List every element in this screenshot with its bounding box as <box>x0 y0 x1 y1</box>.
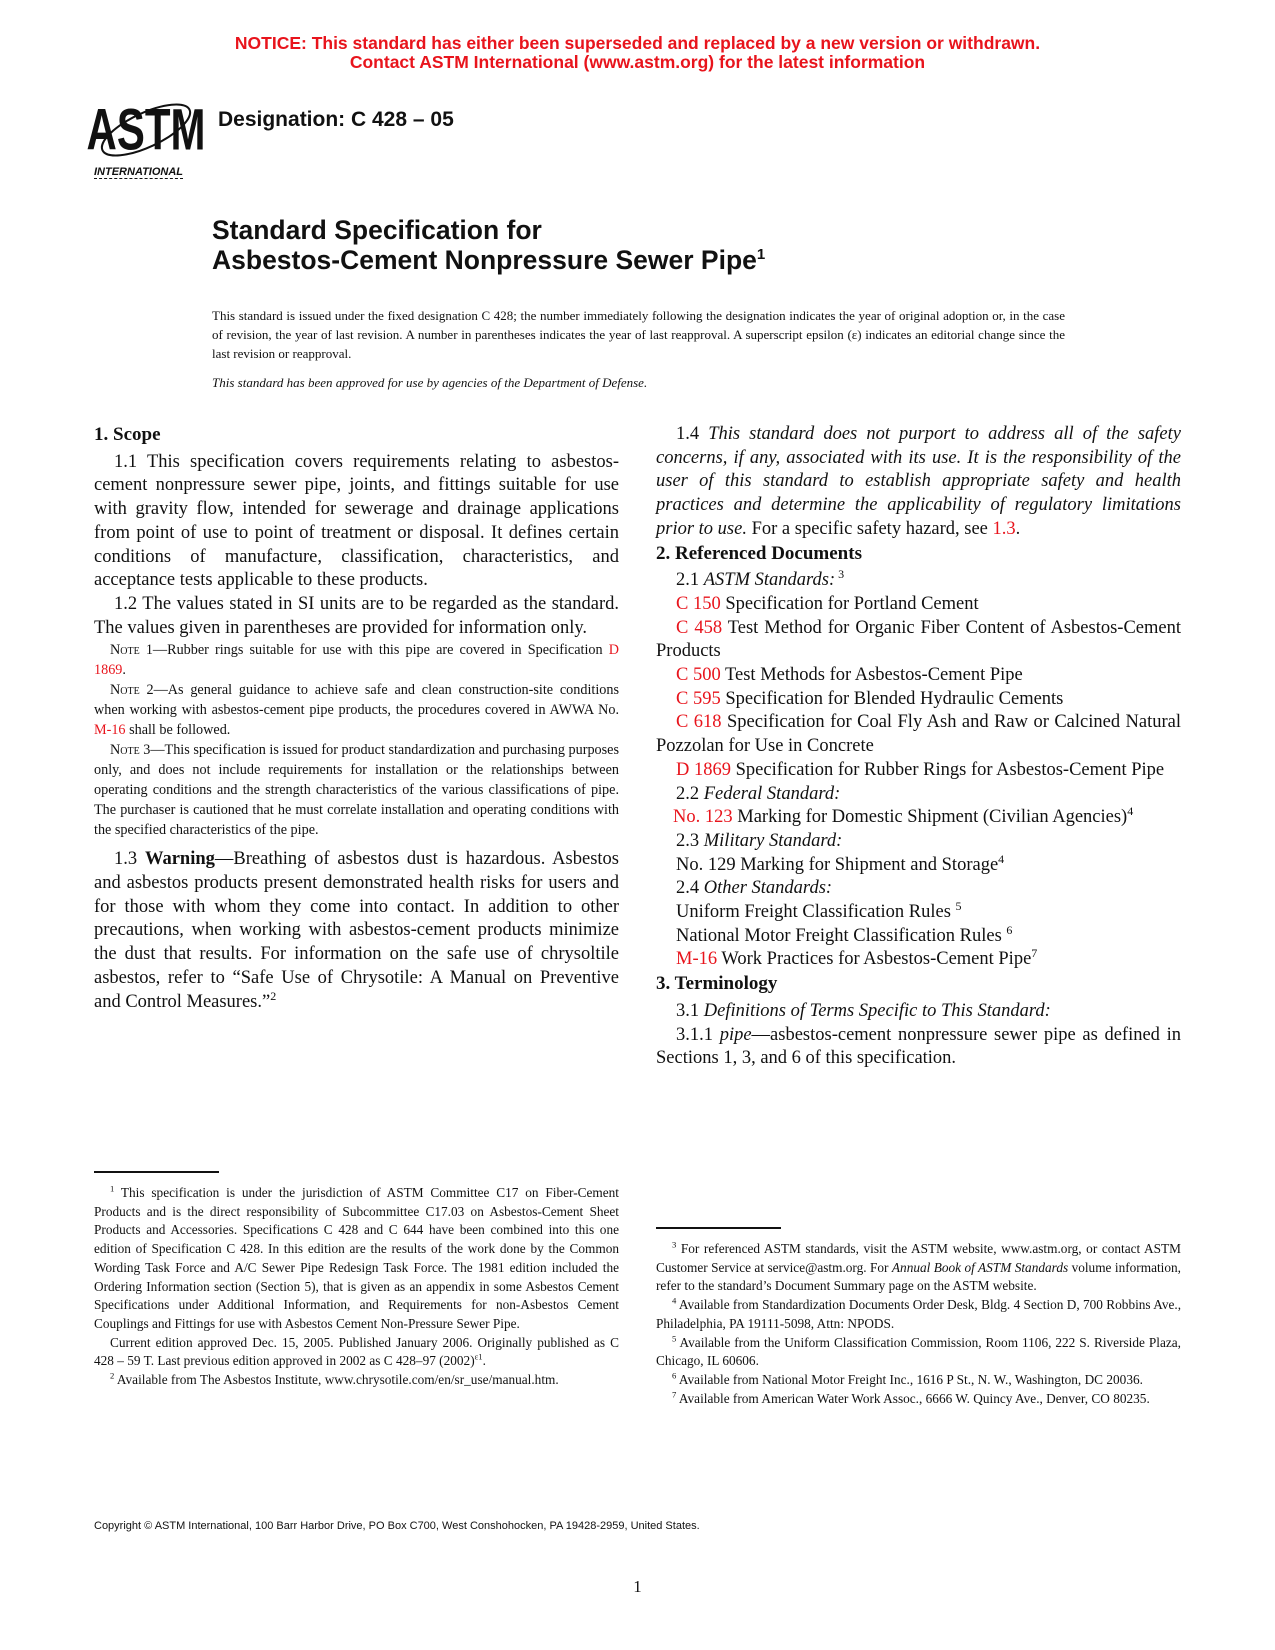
text-segment: For a specific safety hazard, see <box>746 518 993 539</box>
text-segment: 1—Rubber rings suitable for use with this pipe are covered in Specification <box>139 642 609 659</box>
text-segment: —Breathing of asbestos dust is hazardous. Asbestos and asbestos products present demonstrated health risks for users and for those with whom they come into contact. In addition to other precautions, when working with asbestos-cement products minimize the dust that results. For information on the safe use of chrysoltile asbestos, refer to “Safe Use of Chrysotile: A Manual on Preventive and Control Measures.” <box>94 849 619 1012</box>
notice-line-2: Contact ASTM International (www.astm.org) for the latest information <box>349 52 926 72</box>
footnote-ref: 3 <box>835 567 845 582</box>
text-segment: Available from Standardization Documents Order Desk, Bldg. 4 Section D, 700 Robbins Ave., Philadelphia, PA 19111-5098, Attn: NPODS. <box>656 1297 1182 1331</box>
reference-link[interactable]: C 150 <box>676 593 721 614</box>
text-segment: Work Practices for Asbestos-Cement Pipe <box>717 949 1032 970</box>
text-segment: Marking for Domestic Shipment (Civilian Agencies) <box>732 807 1128 828</box>
title-footnote-ref: 1 <box>756 246 766 264</box>
paragraph <box>656 830 1181 854</box>
text-segment: Federal Standard: <box>703 783 841 804</box>
paragraph <box>656 569 1181 593</box>
footnote-divider-right <box>656 1227 781 1229</box>
text-segment: Test Method for Organic Fiber Content of Asbestos-Cement Products <box>656 617 1181 662</box>
text-segment: 3—This specification is issued for product standardization and purchasing purposes only, and does not include requirements for installation or the relationships between operating conditions and the strength characteristics of the various classifications of pipe. The purchaser is cautioned that he must correlate installation and operating conditions with the specified characteristics of the pipe. <box>94 742 619 839</box>
reference-link[interactable]: C 500 <box>676 665 721 686</box>
text-segment: No. 129 Marking for Shipment and Storage <box>676 854 999 875</box>
reference-link[interactable]: D 1869 <box>94 642 619 679</box>
paragraph <box>656 1334 1181 1371</box>
footnote-divider-left <box>94 1171 219 1173</box>
footnote-ref: 4 <box>672 1295 677 1306</box>
paragraph <box>94 593 619 640</box>
text-segment: Note <box>110 742 140 759</box>
text-segment: Specification for Coal Fly Ash and Raw or Calcined Natural Pozzolan for Use in Concrete <box>656 712 1182 757</box>
footnote-ref: 5 <box>672 1333 677 1344</box>
text-segment: . <box>482 1353 486 1369</box>
reference-link[interactable]: No. 123 <box>673 807 733 828</box>
astm-logo <box>86 88 206 188</box>
paragraph <box>94 1184 619 1334</box>
text-segment: National Motor Freight Classification Rules <box>676 925 1007 946</box>
text-segment: Note <box>110 642 140 659</box>
footnotes-left <box>94 1184 619 1390</box>
paragraph <box>656 783 1181 807</box>
reference-link[interactable]: 1.3 <box>992 518 1016 539</box>
text-segment: Current edition approved Dec. 15, 2005. Published January 2006. Originally published as C 428 – 59 T. Last previous edition approved in 2002 as C 428–97 (2002) <box>94 1334 619 1369</box>
text-segment: Other Standards: <box>703 878 833 899</box>
text-segment: Note <box>110 682 140 699</box>
paragraph <box>656 1240 1181 1296</box>
text-segment: pipe <box>719 1024 752 1045</box>
note-paragraph <box>94 740 619 840</box>
footnote-ref: 6 <box>1006 922 1013 937</box>
text-segment: 2.2 <box>676 783 704 804</box>
text-segment: 1. Scope <box>94 424 161 445</box>
paragraph <box>94 1371 619 1390</box>
footnote-ref: 6 <box>672 1370 677 1381</box>
text-segment: This standard does not purport to address all of the safety concerns, if any, associated with its use. It is the responsibility of the user of this standard to establish appropriate safety and health practices and determine the applicability of regulatory limitations prior to use. <box>656 424 1181 539</box>
svg-text:ASTM: ASTM <box>86 96 206 163</box>
paragraph <box>656 1296 1181 1333</box>
footnote-ref: 2 <box>110 1370 115 1381</box>
text-segment: Specification for Blended Hydraulic Cements <box>720 688 1064 709</box>
paragraph <box>656 1371 1181 1390</box>
text-segment: Annual Book of ASTM Standards <box>891 1259 1069 1275</box>
footnote-ref: 7 <box>672 1389 677 1400</box>
text-segment: . <box>1015 518 1021 539</box>
footnote-ref: 5 <box>955 898 962 913</box>
text-segment: This specification is under the jurisdiction of ASTM Committee C17 on Fiber-Cement Products and is the direct responsibility of Subcommittee C17.03 on Asbestos-Cement Sheet Products and Accessories. Specifications C 428 and C 644 have been combined into this one edition of Specification C 428. In this edition are the results of the work done by the Common Wording Task Force and A/C Sewer Pipe Redesign Task Force. The 1981 edition included the Ordering Information section (Section 5), that is given as an appendix in some Asbestos Cement Specifications under Additional Information, and Requirements for non-Asbestos Cement Couplings and Fittings for use with Asbestos Cement Non-Pressure Sewer Pipe. <box>94 1185 619 1331</box>
footnote-ref: 4 <box>998 851 1005 866</box>
text-segment: 3.1 <box>676 1000 704 1021</box>
reference-link[interactable]: D 1869 <box>676 759 731 780</box>
text-segment: 1.4 <box>676 424 709 444</box>
section-heading <box>656 542 1181 566</box>
note-paragraph <box>94 640 619 680</box>
text-segment: Definitions of Terms Specific to This Standard: <box>703 1000 1051 1021</box>
text-segment: Specification for Portland Cement <box>720 593 979 614</box>
text-segment: Available from National Motor Freight Inc., 1616 P St., N. W., Washington, DC 20036. <box>676 1371 1143 1387</box>
reference-link[interactable]: M-16 <box>676 949 718 970</box>
paragraph <box>656 688 1181 712</box>
paragraph <box>656 423 1181 542</box>
text-segment: 2.4 <box>676 878 704 899</box>
dod-note: This standard has been approved for use by agencies of the Department of Defense. <box>212 375 648 390</box>
paragraph <box>656 922 1181 949</box>
text-segment: 3. Terminology <box>656 973 778 995</box>
text-segment: 2. Referenced Documents <box>656 542 862 564</box>
left-column <box>94 423 619 1014</box>
text-segment: Test Methods for Asbestos-Cement Pipe <box>720 665 1023 686</box>
paragraph <box>656 711 1181 758</box>
designation: Designation: C 428 – 05 <box>218 108 454 131</box>
text-segment: 2—As general guidance to achieve safe and clean construction-site conditions when working with asbestos-cement pipe products, the procedures covered in AWWA No. <box>94 682 619 719</box>
text-segment: ASTM Standards: <box>703 570 836 591</box>
reference-link[interactable]: M-16 <box>94 722 126 739</box>
title-line-2: Asbestos-Cement Nonpressure Sewer Pipe <box>212 245 757 275</box>
paragraph <box>656 877 1181 901</box>
paragraph <box>656 1024 1181 1071</box>
section-heading <box>656 972 1181 996</box>
footnote-ref: 2 <box>270 988 277 1003</box>
text-segment: 2.3 <box>676 830 704 851</box>
text-segment: Available from the Uniform Classification Commission, Room 1106, 222 S. Riverside Plaza, Chicago, IL 60606. <box>656 1334 1181 1369</box>
reference-link[interactable]: C 618 <box>676 712 722 733</box>
text-segment: —asbestos-cement nonpressure sewer pipe as defined in Sections 1, 3, and 6 of this specification. <box>656 1024 1181 1069</box>
text-segment: 2.1 <box>676 570 704 591</box>
page-title <box>212 215 765 275</box>
notice-line-1: NOTICE: This standard has either been superseded and replaced by a new version or withdrawn. <box>234 33 1041 53</box>
text-segment: . <box>122 662 126 679</box>
paragraph <box>656 1390 1181 1409</box>
note-paragraph <box>94 680 619 740</box>
text-segment: shall be followed. <box>125 722 231 739</box>
paragraph <box>94 451 619 593</box>
paragraph <box>656 759 1181 783</box>
text-segment: 1.1 This specification covers requirements relating to asbestos-cement nonpressure sewer pipe, joints, and fittings suitable for use with gravity flow, intended for sewerage and drainage applications from point of use to point of treatment or disposal. It defines certain conditions of manufacture, classification, characteristics, and acceptance tests applicable to these products. <box>94 451 619 591</box>
text-segment: 1.3 <box>114 849 145 870</box>
paragraph <box>656 617 1181 664</box>
text-segment: Warning <box>144 849 215 870</box>
footnote-ref: 1 <box>110 1183 115 1194</box>
reference-link[interactable]: C 595 <box>676 688 721 709</box>
text-segment: Uniform Freight Classification Rules <box>676 902 956 923</box>
logo-word: INTERNATIONAL <box>94 166 184 178</box>
section-heading <box>94 423 619 447</box>
footnote-ref: 4 <box>1127 804 1134 819</box>
paragraph <box>94 1334 619 1371</box>
text-segment: Available from The Asbestos Institute, www.chrysotile.com/en/sr_use/manual.htm. <box>114 1372 559 1388</box>
text-segment: Military Standard: <box>703 830 843 851</box>
text-segment: 3.1.1 <box>676 1024 720 1045</box>
paragraph <box>656 593 1181 617</box>
text-segment: For referenced ASTM standards, visit the ASTM website, www.astm.org, or contact ASTM Customer Service at service@astm.org. For <box>656 1241 1181 1275</box>
copyright: Copyright © ASTM International, 100 Barr Harbor Drive, PO Box C700, West Conshohocken, PA 19428-2959, United States. <box>94 1520 700 1532</box>
text-segment: 1.2 The values stated in SI units are to be regarded as the standard. The values given in parentheses are provided for information only. <box>94 593 619 638</box>
text-segment: Available from American Water Work Assoc., 6666 W. Quincy Ave., Denver, CO 80235. <box>676 1390 1150 1406</box>
paragraph <box>94 848 619 1014</box>
text-segment: volume information, refer to the standard’s Document Summary page on the ASTM website. <box>656 1259 1181 1294</box>
preamble: This standard is issued under the fixed designation C 428; the number immediately following the designation indicates the year of original adoption or, in the case of revision, the year of last revision. A number in parentheses indicates the year of last reapproval. A superscript epsilon (ε) indicates an editorial change since the last revision or reapproval. <box>212 308 1065 361</box>
footnotes-right <box>656 1240 1181 1408</box>
paragraph <box>656 851 1181 878</box>
footnote-ref: 3 <box>672 1239 677 1250</box>
right-column <box>656 423 1181 1071</box>
text-segment: Specification for Rubber Rings for Asbestos-Cement Pipe <box>731 759 1165 780</box>
reference-link[interactable]: C 458 <box>676 617 723 638</box>
paragraph <box>656 898 1181 925</box>
paragraph <box>656 664 1181 688</box>
page-number: 1 <box>633 1577 642 1596</box>
paragraph <box>656 948 1181 972</box>
title-line-1: Standard Specification for <box>212 215 542 245</box>
paragraph <box>656 1000 1181 1024</box>
footnote-ref: 7 <box>1031 946 1038 961</box>
paragraph <box>656 806 1181 830</box>
footnote-ref: ε1 <box>474 1351 483 1362</box>
